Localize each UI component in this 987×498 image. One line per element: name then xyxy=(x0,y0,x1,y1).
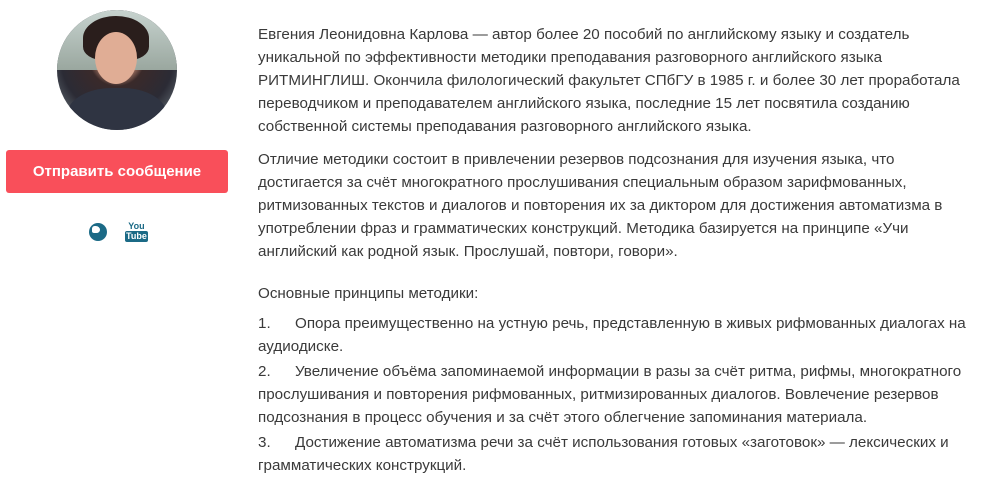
author-bio xyxy=(258,23,983,479)
globe-icon[interactable] xyxy=(89,223,107,241)
social-links xyxy=(89,222,148,242)
principle-number: 1. xyxy=(258,315,271,332)
bio-paragraph: Отличие методики состоит в привлечении резервов подсознания для изучения языка, что достигается за счёт многократного прослушивания специальным образом зарифмованных, ритмизованных текстов и диалогов и повторения их за диктором для достижения автоматизма в употреблении фраз и грамматических конструкций. Методика базируется на принципе «Учи английский как родной язык. Прослушай, повтори, говори». xyxy=(258,151,943,260)
youtube-icon[interactable] xyxy=(125,222,148,242)
avatar-face xyxy=(95,32,137,84)
principles-heading: Основные принципы методики: xyxy=(258,285,479,302)
avatar-body xyxy=(67,88,167,130)
principle-text: Увеличение объёма запоминаемой информации в разы за счёт ритма, рифмы, многократного прослушивания и повторения рифмованных, ритмизированных диалогов. Вовлечение резервов подсознания в процесс обучения и за счёт этого облегчение запоминания материала. xyxy=(258,363,962,426)
send-message-button[interactable]: Отправить сообщение xyxy=(6,150,228,193)
author-avatar xyxy=(57,10,177,130)
youtube-icon-bottom: Tube xyxy=(126,231,147,241)
youtube-icon-top: You xyxy=(128,221,145,231)
principle-item xyxy=(258,360,983,429)
bio-paragraph: Евгения Леонидовна Карлова — автор более 20 пособий по английскому языку и создатель уникальной по эффективности методики преподавания разговорного английского языка РИТМИНГЛИШ. Окончила филологический факультет СПбГУ в 1985 г. и более 30 лет проработала переводчиком и преподавателем английского языка, последние 15 лет посвятила созданию собственной системы преподавания разговорного английского языка. xyxy=(258,26,960,135)
principle-text: Опора преимущественно на устную речь, представленную в живых рифмованных диалогах на аудиодиске. xyxy=(258,315,966,355)
principle-number: 3. xyxy=(258,434,271,451)
principle-number: 2. xyxy=(258,363,271,380)
principle-text: Достижение автоматизма речи за счёт использования готовых «заготовок» — лексических и грамматических конструкций. xyxy=(258,434,949,474)
principle-item xyxy=(258,312,983,358)
principle-item xyxy=(258,431,983,477)
